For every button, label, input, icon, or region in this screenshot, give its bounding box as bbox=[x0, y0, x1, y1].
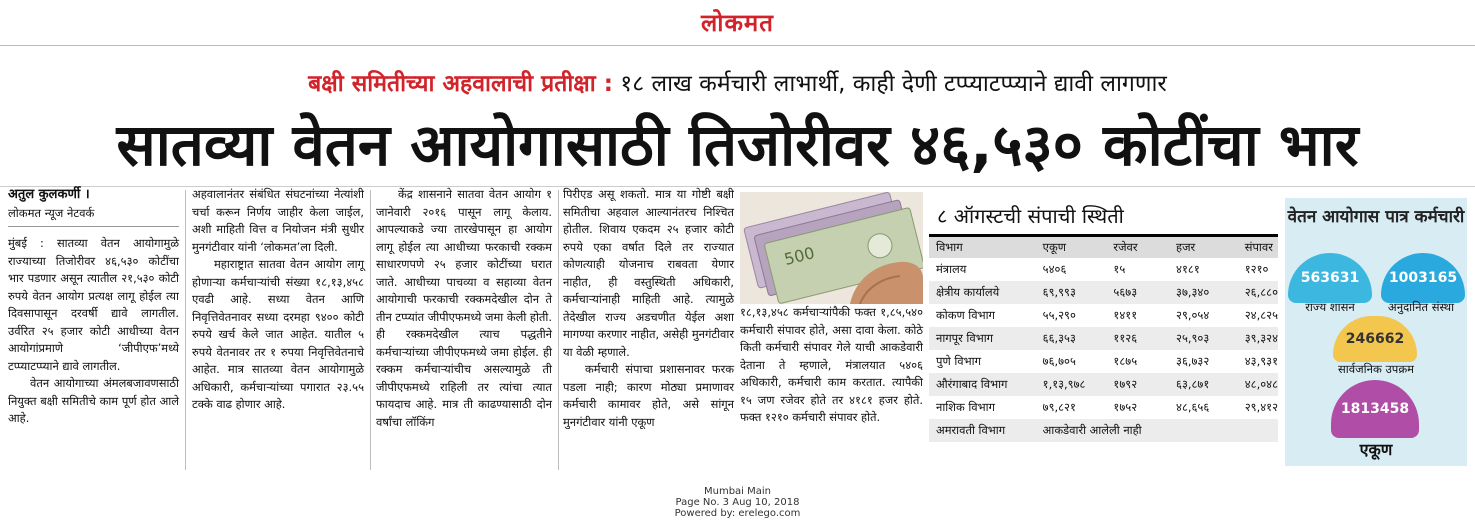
table-cell: नागपूर विभाग bbox=[929, 327, 1036, 350]
column-header: रजेवर bbox=[1106, 237, 1169, 258]
table-cell: २६,८८० bbox=[1238, 281, 1278, 304]
kicker-text: १८ लाख कर्मचारी लाभार्थी, काही देणी टप्प्याटप्प्याने द्यावी लागणार bbox=[620, 71, 1167, 97]
table-cell: १५ bbox=[1113, 262, 1126, 276]
headline: सातव्या वेतन आयोगासाठी तिजोरीवर ४६,५३० कोटींचा भार bbox=[116, 111, 1359, 179]
paragraph: पिरीएड असू शकतो. मात्र या गोष्टी बक्षी समितीचा अहवाल आल्यानंतरच निश्चित होतील. शिवाय एकदम २५ हजार कोटी रुपये एका वर्षात दिले तर राज्यात कोणत्याही योजनाच राबवता येणार नाहीत, ही वस्तुस्थिती अधिकारी, कर्मचाऱ्यांनाही माहिती आहे. त्यामुळे तेदेखील राज्य अडचणीत येईल अशा मागण्या करणार नाहीत, असेही मुनगंटीवार या वेळी म्हणाले. bbox=[563, 187, 734, 359]
table-row bbox=[929, 304, 1278, 327]
currency-notes-illustration bbox=[740, 192, 923, 304]
column-header: विभाग bbox=[929, 237, 1036, 258]
state-govt-bubble bbox=[1288, 253, 1372, 303]
byline-divider bbox=[8, 226, 179, 227]
table-cell: ४१८१ bbox=[1176, 262, 1200, 276]
table-cell: अमरावती विभाग bbox=[929, 419, 1036, 442]
column-header: संपावर bbox=[1238, 237, 1278, 258]
column-header: एकूण bbox=[1036, 237, 1107, 258]
bubble-value: 563631 bbox=[1300, 270, 1360, 286]
article-column-5 bbox=[740, 304, 923, 427]
table-cell: पुणे विभाग bbox=[936, 354, 981, 368]
paragraph: मुंबई : सातव्या वेतन आयोगामुळे राज्याच्या तिजोरीवर ४६,५३० कोटींचा भार पडणार असून त्यातील २१,५३० कोटी रुपये वेतन आयोग प्रत्यक्ष लागू होईल त्या दिवसापासून दरवर्षी द्यावे लागतील. उर्वरित २५ हजार कोटी आधीच्या वेतन आयोगांप्रमाणे ‘जीपीएफ’मध्ये टप्प्याटप्प्याने द्यावे लागतील. bbox=[8, 236, 179, 373]
column-header: हजर bbox=[1169, 237, 1238, 258]
table-cell: १८७५ bbox=[1113, 354, 1138, 368]
table-cell: नाशिक विभाग bbox=[936, 400, 995, 414]
table-cell: ६६,३५३ bbox=[1036, 327, 1107, 350]
table-row bbox=[929, 350, 1278, 373]
bubble-value: 1003165 bbox=[1388, 270, 1458, 286]
table-cell: ४८,६५६ bbox=[1176, 400, 1210, 414]
table-cell: ६३,८७१ bbox=[1169, 373, 1238, 396]
byline-org: लोकमत न्यूज नेटवर्क bbox=[8, 206, 95, 220]
article-column-1 bbox=[8, 186, 179, 428]
paragraph: १८,१३,४५८ कर्मचाऱ्यांपैकी फक्त १,८५,५४० कर्मचारी संपावर होते, असा दावा केला. कोठे किती कर्मचारी संपावर गेले याची आकडेवारी देताना ते म्हणाले, मंत्रालयात ५४०६ अधिकारी, कर्मचारी काम करतात. त्यापैकी १५ जण रजेवर होते तर ४१८१ हजर होते. फक्त १२१० कर्मचारी संपावर होते. bbox=[740, 305, 923, 424]
newspaper-logo: लोकमत bbox=[701, 8, 774, 37]
table-cell: ७९,८२१ bbox=[1042, 400, 1076, 414]
article-column-4 bbox=[563, 186, 734, 431]
powered-by: Powered by: erelego.com bbox=[674, 508, 801, 519]
bubble-label: सार्वजनिक उपक्रम bbox=[1337, 362, 1415, 376]
table-cell: ६९,९९३ bbox=[1036, 281, 1107, 304]
svg-text:500: 500 bbox=[782, 243, 817, 269]
bubble-label: एकूण bbox=[1359, 440, 1393, 459]
table-cell: २९,४१२ bbox=[1244, 400, 1278, 414]
article-column-3 bbox=[376, 186, 552, 431]
table-cell: ३९,३२४ bbox=[1238, 327, 1278, 350]
eligible-employees-panel bbox=[1285, 198, 1467, 466]
paragraph: अहवालानंतर संबंधित संघटनांच्या नेत्यांशी चर्चा करून निर्णय जाहीर केला जाईल, अशी माहिती वित्त व नियोजन मंत्री सुधीर मुनगंटीवार यांनी ‘लोकमत’ला दिली. bbox=[192, 187, 364, 254]
header-divider bbox=[0, 45, 1475, 46]
table-cell: ३६,७३२ bbox=[1176, 354, 1210, 368]
bubble-label: अनुदानित संस्था bbox=[1387, 300, 1455, 314]
table-cell: १२१० bbox=[1244, 262, 1269, 276]
table-cell: २५,९०३ bbox=[1169, 327, 1238, 350]
strike-status-table bbox=[929, 198, 1278, 466]
column-rule bbox=[558, 190, 559, 470]
table-cell: ५६७३ bbox=[1106, 281, 1169, 304]
table-cell: क्षेत्रीय कार्यालये bbox=[929, 281, 1036, 304]
table-cell: २९,०५४ bbox=[1176, 308, 1210, 322]
article-column-2 bbox=[192, 186, 364, 414]
kicker-label: बक्षी समितीच्या अहवालाची प्रतीक्षा : bbox=[308, 71, 613, 97]
table-cell: ११२६ bbox=[1106, 327, 1169, 350]
paragraph: कर्मचारी संपाचा प्रशासनावर फरक पडला नाही; कारण मोठ्या प्रमाणावर कर्मचारी कामावर होते, असे सांगून मुनगंटीवार यांनी एकूण bbox=[563, 362, 734, 429]
table-cell: २४,८२५ bbox=[1244, 308, 1278, 322]
table-cell: ५५,२९० bbox=[1042, 308, 1076, 322]
panel-title: वेतन आयोगास पात्र कर्मचारी bbox=[1287, 207, 1465, 227]
table-row bbox=[929, 419, 1278, 442]
table-cell: १४११ bbox=[1113, 308, 1138, 322]
table-cell: १,१३,९७८ bbox=[1036, 373, 1107, 396]
table-cell: कोकण विभाग bbox=[936, 308, 995, 322]
page-info: Page No. 3 Aug 10, 2018 bbox=[675, 497, 800, 508]
public-undertaking-bubble bbox=[1333, 316, 1417, 362]
edition-label: Mumbai Main bbox=[703, 486, 771, 497]
table-cell: १७५२ bbox=[1113, 400, 1138, 414]
table-cell: ४३,९३१ bbox=[1244, 354, 1278, 368]
bubble-label: राज्य शासन bbox=[1305, 300, 1355, 314]
bubble-value: 246662 bbox=[1345, 331, 1405, 347]
bubble-value: 1813458 bbox=[1340, 401, 1410, 417]
table-cell: ३७,३४० bbox=[1169, 281, 1238, 304]
table-row bbox=[929, 373, 1278, 396]
table-title: ८ ऑगस्टची संपाची स्थिती bbox=[929, 198, 1278, 237]
kicker-line bbox=[0, 66, 1475, 98]
table-cell: १७९२ bbox=[1106, 373, 1169, 396]
column-rule bbox=[370, 190, 371, 470]
column-rule bbox=[185, 190, 186, 470]
table-cell: मंत्रालय bbox=[936, 262, 967, 276]
table-row bbox=[929, 281, 1278, 304]
table-header-row bbox=[929, 237, 1278, 258]
table-cell: ४८,०४८ bbox=[1238, 373, 1278, 396]
table-row bbox=[929, 396, 1278, 419]
table-row bbox=[929, 327, 1278, 350]
paragraph: वेतन आयोगाच्या अंमलबजावणसाठी नियुक्त बक्षी समितीचे काम पूर्ण होत आले आहे. bbox=[8, 376, 179, 425]
table-cell: ५४०६ bbox=[1042, 262, 1067, 276]
byline-name: अतुल कुलकर्णी । bbox=[8, 187, 90, 202]
table-cell-note: आकडेवारी आलेली नाही bbox=[1036, 419, 1278, 442]
aided-institutions-bubble bbox=[1381, 253, 1465, 303]
strike-table bbox=[929, 237, 1278, 442]
table-row bbox=[929, 258, 1278, 281]
paragraph: महाराष्ट्रात सातवा वेतन आयोग लागू होणाऱ्या कर्मचाऱ्यांची संख्या १८,१३,४५८ एवढी आहे. सध्या वेतन आणि निवृत्तिवेतनावर सध्या दरमहा ९४०० कोटी रुपये खर्च केले जात आहेत. यातील ५ रुपये वेतनावर तर १ रुपया निवृत्तिवेतनाचे आहेत. मात्र सातव्या वेतन आयोगामुळे अधिकारी, कर्मचाऱ्यांच्या पगारात २३.५५ टक्के वाढ होणार आहे. bbox=[192, 257, 364, 411]
paragraph: केंद्र शासनाने सातवा वेतन आयोग १ जानेवारी २०१६ पासून लागू केलाय. आपल्याकडे ज्या तारखेपासून हा आयोग लागू होईल त्या आधीच्या फरकाची रक्कम साधारणपणे २५ हजार कोटींच्या घरात जाते. आधीच्या पाचव्या व सहाव्या वेतन आयोगाची फरकाची रक्कमदेखील दोन ते तीन टप्प्यांत जीपीएफमध्ये जमा केली होती. ही रक्कमदेखील त्याच पद्धतीने कर्मचाऱ्यांच्या जीपीएफमध्ये जमा होईल. ही रक्कम कर्मचाऱ्यांचीच असल्यामुळे ती जीपीएफमध्ये राहिली तर त्यांचा त्यात फायदाच आहे. मात्र ती काढण्यासाठी दोन वर्षांचा लॉकिंग bbox=[376, 187, 552, 429]
currency-hand-photo bbox=[740, 192, 923, 304]
total-bubble bbox=[1331, 380, 1419, 438]
table-cell: औरंगाबाद विभाग bbox=[929, 373, 1036, 396]
table-cell: ७६,७०५ bbox=[1042, 354, 1076, 368]
page-footer bbox=[0, 486, 1475, 519]
